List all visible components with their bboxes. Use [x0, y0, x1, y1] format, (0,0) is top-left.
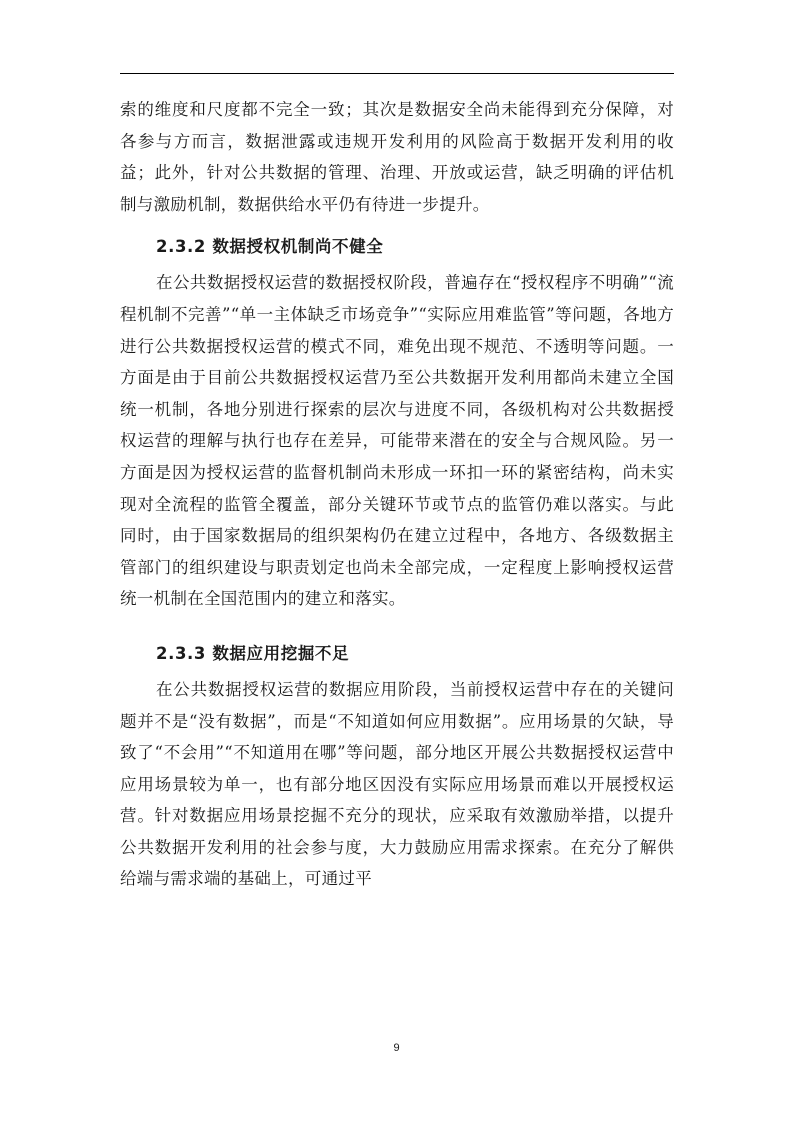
paragraph-intro: 索的维度和尺度都不完全一致；其次是数据安全尚未能得到充分保障，对各参与方而言，数据泄露或违规开发利用的风险高于数据开发利用的收益；此外，针对公共数据的管理、治理、开放或运营，缺乏明确的评估机制与激励机制，数据供给水平仍有待进一步提升。 — [120, 100, 674, 214]
page-number: 9 — [393, 1042, 400, 1054]
header-rule — [120, 73, 674, 74]
section-heading-2-3-3: 2.3.3 数据应用挖掘不足 — [156, 643, 350, 663]
paragraph-data-application: 在公共数据授权运营的数据应用阶段，当前授权运营中存在的关键问题并不是“没有数据”，而是“不知道如何应用数据”。应用场景的欠缺，导致了“不会用”“不知道用在哪”等问题，部分地区开展公共数据授权运营中应用场景较为单一，也有部分地区因没有实际应用场景而难以开展授权运营。针对数据应用场景挖掘不充分的现状，应采取有效激励举措，以提升公共数据开发利用的社会参与度，大力鼓励应用需求探索。在充分了解供给端与需求端的基础上，可通过平 — [120, 679, 674, 889]
section-heading-2-3-2: 2.3.2 数据授权机制尚不健全 — [156, 237, 384, 257]
paragraph-data-authorization: 在公共数据授权运营的数据授权阶段，普遍存在“授权程序不明确”“流程机制不完善”“单一主体缺乏市场竞争”“实际应用难监管”等问题，各地方进行公共数据授权运营的模式不同，难免出现不规范、不透明等问题。一方面是由于目前公共数据授权运营乃至公共数据开发利用都尚未建立全国统一机制，各地分别进行探索的层次与进度不同，各级机构对公共数据授权运营的理解与执行也存在差异，可能带来潜在的安全与合规风险。另一方面是因为授权运营的监督机制尚未形成一环扣一环的紧密结构，尚未实现对全流程的监管全覆盖，部分关键环节或节点的监管仍难以落实。与此同时，由于国家数据局的组织架构仍在建立过程中，各地方、各级数据主管部门的组织建设与职责划定也尚未全部完成，一定程度上影响授权运营统一机制在全国范围内的建立和落实。 — [120, 273, 674, 609]
page-body — [120, 94, 674, 895]
